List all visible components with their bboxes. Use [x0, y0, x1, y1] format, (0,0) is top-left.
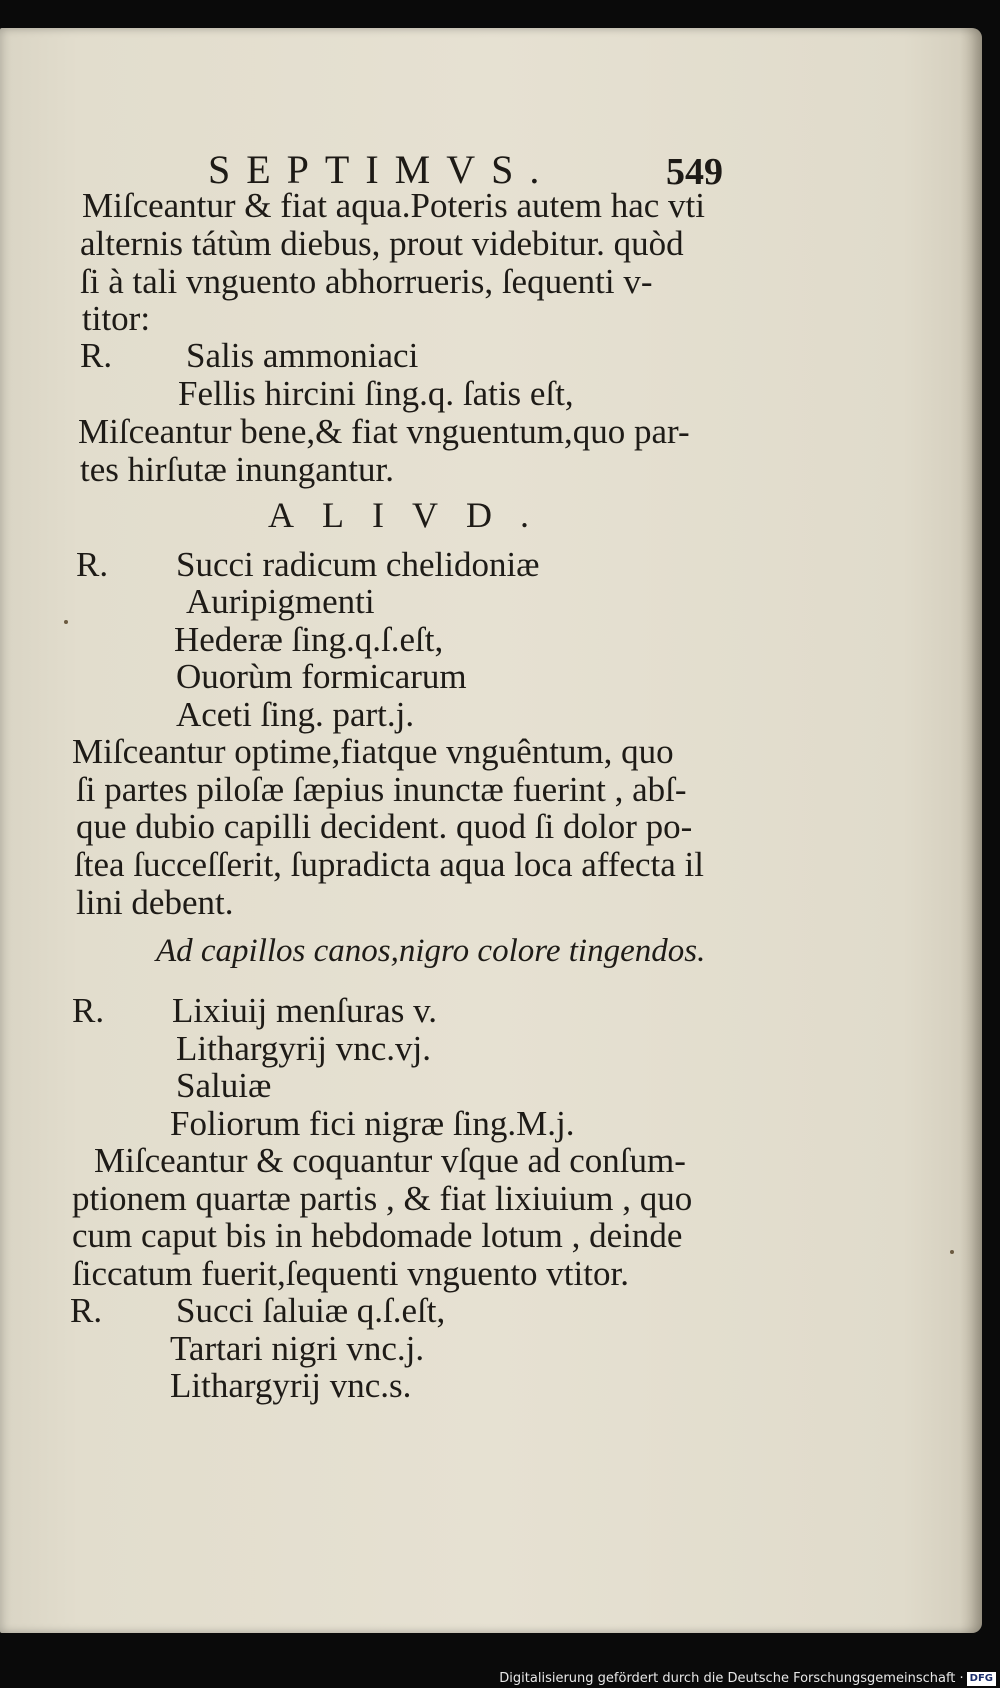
text-line: tes hirſutæ inungantur. [80, 450, 395, 489]
text-line: Miſceantur & fiat aqua.Poteris autem hac vti [82, 186, 705, 225]
text-line: ſi partes piloſæ ſæpius inunctæ fuerint , abſ- [76, 770, 687, 809]
recipe-ingredient: Fellis hircini ſing.q. ſatis eſt, [178, 374, 574, 413]
text-line: ſi à tali vnguento abhorrueris, ſequenti v- [80, 262, 653, 301]
recipe-ingredient: Succi radicum chelidoniæ [176, 545, 540, 584]
text-line: Miſceantur bene,& fiat vnguentum,quo par- [78, 412, 690, 451]
recipe-ingredient: Tartari nigri vnc.j. [170, 1329, 425, 1368]
text-line: titor: [82, 299, 151, 338]
footer-text: Digitalisierung gefördert durch die Deutsche Forschungsgemeinschaft · [499, 1671, 964, 1686]
recipe-mark: R. [72, 991, 105, 1030]
recipe-ingredient: Lithargyrij vnc.vj. [176, 1029, 431, 1068]
dfg-logo: DFG [967, 1672, 996, 1686]
recipe-mark: R. [80, 336, 113, 375]
recipe-mark: R. [70, 1291, 103, 1330]
paper-spot [64, 620, 68, 624]
recipe-mark: R. [76, 545, 109, 584]
recipe-ingredient: Lixiuij menſuras v. [172, 991, 438, 1030]
recipe-ingredient: Lithargyrij vnc.s. [170, 1366, 412, 1405]
text-line: lini debent. [76, 883, 234, 922]
recipe-ingredient: Hederæ ſing.q.ſ.eſt, [174, 620, 444, 659]
recipe-ingredient: Salis ammoniaci [186, 336, 419, 375]
running-head-title: SEPTIMVS. [208, 147, 556, 192]
text-line: ptionem quartæ partis , & fiat lixiuium , quo [72, 1179, 693, 1218]
text-line: ſiccatum fuerit,ſequenti vnguento vtitor. [72, 1254, 629, 1293]
text-line: ſtea ſucceſſerit, ſupradicta aqua loca affecta il [74, 845, 704, 884]
text-line: que dubio capilli decident. quod ſi dolor po- [76, 807, 693, 846]
section-heading: ALIVD. [268, 495, 557, 535]
text-line: cum caput bis in hebdomade lotum , deinde [72, 1216, 683, 1255]
text-line: Miſceantur optime,fiatque vnguêntum, quo [72, 732, 674, 771]
recipe-ingredient: Foliorum fici nigræ ſing.M.j. [170, 1104, 575, 1143]
recipe-ingredient: Succi ſaluiæ q.ſ.eſt, [176, 1291, 446, 1330]
page-number: 549 [666, 151, 723, 193]
digitization-footer [499, 1671, 996, 1686]
recipe-ingredient: Saluiæ [176, 1066, 272, 1105]
recipe-ingredient: Auripigmenti [186, 582, 375, 621]
page-edge-shadow [960, 28, 982, 1633]
book-page [0, 28, 982, 1633]
recipe-ingredient: Ouorùm formicarum [176, 657, 467, 696]
text-line: alternis tátùm diebus, prout videbitur. quòd [80, 224, 684, 263]
paper-spot [950, 1250, 954, 1254]
section-heading-italic: Ad capillos canos,nigro colore tingendos. [156, 933, 706, 969]
recipe-ingredient: Aceti ſing. part.j. [176, 695, 415, 734]
text-line: Miſceantur & coquantur vſque ad conſum- [94, 1141, 686, 1180]
